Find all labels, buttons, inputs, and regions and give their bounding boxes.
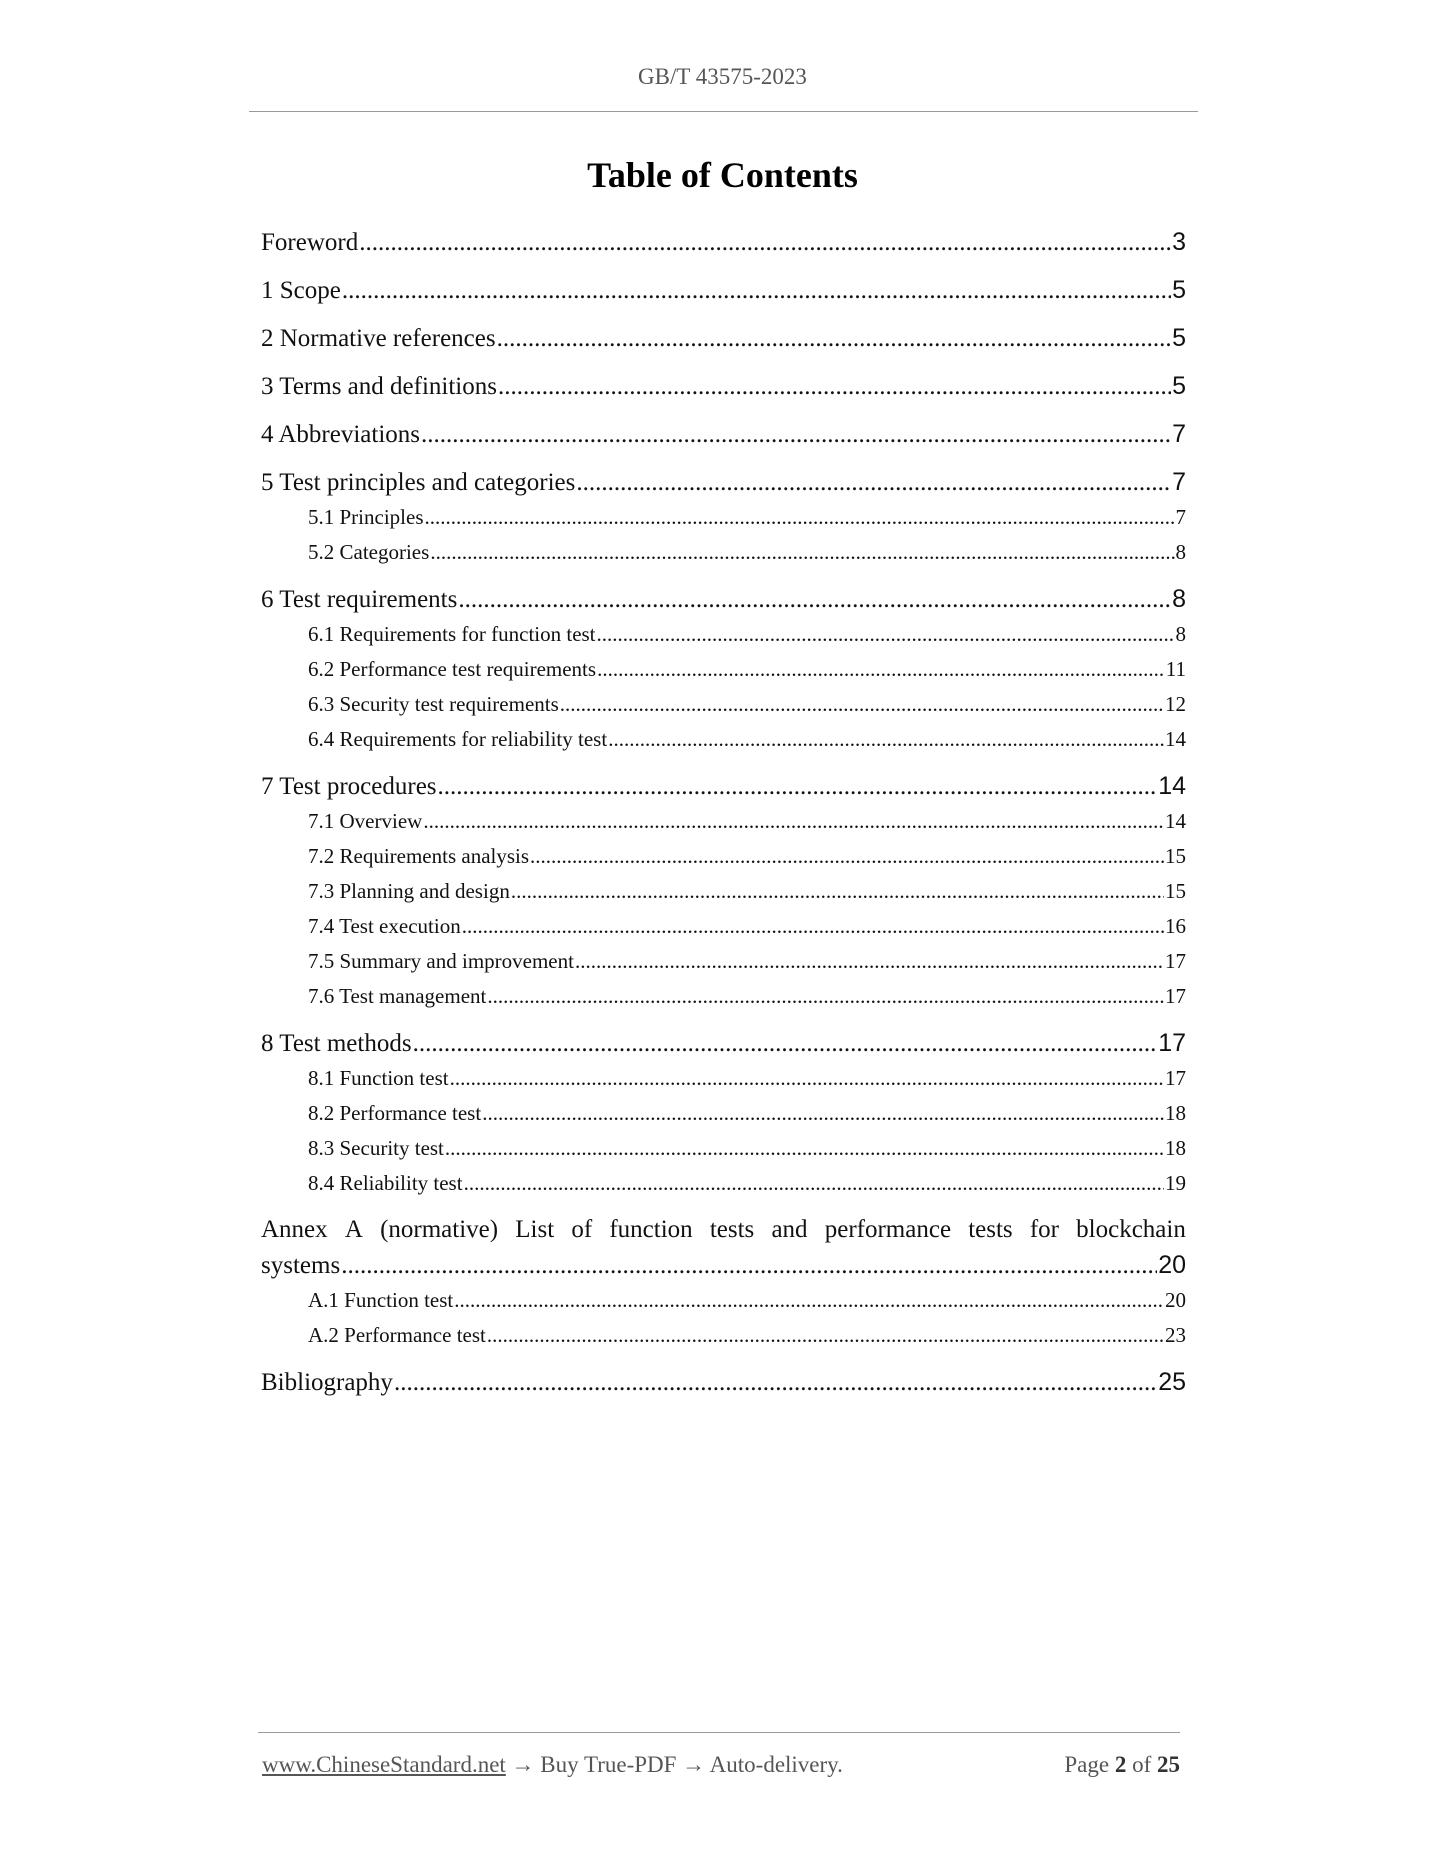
toc-entry-page: 17 bbox=[1165, 1066, 1186, 1090]
dot-leader bbox=[450, 1066, 1164, 1091]
toc-subentry[interactable] bbox=[308, 949, 1186, 974]
toc-entry-scope[interactable] bbox=[261, 276, 1186, 305]
toc-entry-label: 7.5 Summary and improvement bbox=[308, 949, 574, 973]
toc-entry-annex-a[interactable] bbox=[261, 1216, 1186, 1244]
dot-leader bbox=[597, 657, 1165, 682]
toc-subentry[interactable] bbox=[308, 657, 1186, 682]
annex-word: of bbox=[571, 1216, 593, 1243]
toc-entry-page: 17 bbox=[1165, 949, 1186, 973]
dot-leader bbox=[487, 1323, 1164, 1348]
document-code-header: GB/T 43575-2023 bbox=[638, 64, 807, 89]
dot-leader bbox=[498, 373, 1171, 401]
dot-leader bbox=[423, 809, 1164, 834]
toc-entry-page: 19 bbox=[1165, 1171, 1186, 1195]
toc-entry-test-principles[interactable] bbox=[261, 468, 1186, 497]
toc-subentry[interactable] bbox=[308, 914, 1186, 939]
toc-entry-page: 5 bbox=[1172, 372, 1186, 400]
toc-entry-page: 18 bbox=[1165, 1101, 1186, 1125]
annex-word: and bbox=[771, 1216, 808, 1243]
toc-entry-label: Bibliography bbox=[261, 1369, 393, 1396]
toc-entry-label: 8.4 Reliability test bbox=[308, 1171, 463, 1195]
dot-leader bbox=[576, 469, 1171, 497]
annex-word: (normative) bbox=[380, 1216, 499, 1243]
dot-leader bbox=[341, 1252, 1157, 1280]
annex-word: A bbox=[344, 1216, 363, 1243]
dot-leader bbox=[482, 1101, 1164, 1126]
dot-leader bbox=[530, 844, 1164, 869]
toc-entry-terms-definitions[interactable] bbox=[261, 372, 1186, 401]
toc-entry-page: 17 bbox=[1158, 1029, 1186, 1057]
toc-entry-page: 7 bbox=[1172, 420, 1186, 448]
toc-entry-page: 8 bbox=[1175, 622, 1186, 646]
toc-subentry[interactable] bbox=[308, 1288, 1186, 1313]
toc-subentry[interactable] bbox=[308, 1136, 1186, 1161]
toc-entry-label: 8.3 Security test bbox=[308, 1136, 444, 1160]
total-pages: 25 bbox=[1157, 1752, 1180, 1777]
toc-entry-annex-a-continued[interactable] bbox=[261, 1251, 1186, 1280]
toc-subentry[interactable] bbox=[308, 879, 1186, 904]
annex-word: blockchain bbox=[1076, 1216, 1186, 1243]
dot-leader bbox=[487, 984, 1164, 1009]
toc-subentry[interactable] bbox=[308, 622, 1186, 647]
toc-entry-label: 6.1 Requirements for function test bbox=[308, 622, 596, 646]
toc-entry-bibliography[interactable] bbox=[261, 1368, 1186, 1397]
dot-leader bbox=[421, 421, 1171, 449]
toc-entry-label: systems bbox=[261, 1252, 341, 1279]
dot-leader bbox=[342, 277, 1171, 305]
toc-entry-label: A.1 Function test bbox=[308, 1288, 454, 1312]
toc-entry-page: 7 bbox=[1172, 468, 1186, 496]
dot-leader bbox=[359, 229, 1171, 257]
dot-leader bbox=[560, 692, 1164, 717]
dot-leader bbox=[454, 1288, 1164, 1313]
footer-promo bbox=[262, 1752, 843, 1778]
toc-entry-foreword[interactable] bbox=[261, 228, 1186, 257]
toc-entry-page: 14 bbox=[1165, 809, 1186, 833]
dot-leader bbox=[511, 879, 1164, 904]
toc-entry-page: 3 bbox=[1172, 228, 1186, 256]
page-title: Table of Contents bbox=[587, 155, 858, 195]
toc-entry-label: 7.1 Overview bbox=[308, 809, 423, 833]
toc-entry-page: 8 bbox=[1172, 585, 1186, 613]
dot-leader bbox=[575, 949, 1164, 974]
toc-subentry[interactable] bbox=[308, 809, 1186, 834]
dot-leader bbox=[430, 540, 1174, 565]
toc-entry-abbreviations[interactable] bbox=[261, 420, 1186, 449]
annex-word: List bbox=[515, 1216, 555, 1243]
toc-entry-page: 20 bbox=[1158, 1251, 1186, 1279]
of-word: of bbox=[1132, 1752, 1152, 1777]
annex-word: performance bbox=[824, 1216, 952, 1243]
toc-entry-test-requirements[interactable] bbox=[261, 585, 1186, 614]
toc-entry-label: 2 Normative references bbox=[261, 325, 496, 352]
toc-entry-label: 5.1 Principles bbox=[308, 505, 424, 529]
toc-subentry[interactable] bbox=[308, 727, 1186, 752]
dot-leader bbox=[425, 505, 1175, 530]
current-page: 2 bbox=[1114, 1752, 1127, 1777]
toc-entry-label: 6.4 Requirements for reliability test bbox=[308, 727, 608, 751]
toc-entry-test-procedures[interactable] bbox=[261, 772, 1186, 801]
toc-entry-label: 7.2 Requirements analysis bbox=[308, 844, 530, 868]
toc-entry-page: 18 bbox=[1165, 1136, 1186, 1160]
toc-entry-label: Foreword bbox=[261, 229, 359, 256]
toc-subentry[interactable] bbox=[308, 844, 1186, 869]
dot-leader bbox=[497, 325, 1171, 353]
annex-word: tests bbox=[709, 1216, 755, 1243]
toc-entry-page: 20 bbox=[1165, 1288, 1186, 1312]
dot-leader bbox=[394, 1369, 1157, 1397]
toc-entry-normative-references[interactable] bbox=[261, 324, 1186, 353]
toc-entry-label: 6.3 Security test requirements bbox=[308, 692, 559, 716]
toc-entry-label: A.2 Performance test bbox=[308, 1323, 486, 1347]
toc-entry-page: 15 bbox=[1165, 879, 1186, 903]
toc-subentry[interactable] bbox=[308, 692, 1186, 717]
annex-word: Annex bbox=[261, 1216, 328, 1243]
toc-entry-page: 7 bbox=[1175, 505, 1186, 529]
dot-leader bbox=[462, 914, 1164, 939]
toc-entry-label: 6.2 Performance test requirements bbox=[308, 657, 597, 681]
annex-word: for bbox=[1029, 1216, 1059, 1243]
toc-entry-page: 12 bbox=[1165, 692, 1186, 716]
toc-entry-page: 14 bbox=[1158, 772, 1186, 800]
toc-entry-test-methods[interactable] bbox=[261, 1029, 1186, 1058]
page-word: Page bbox=[1064, 1752, 1110, 1777]
table-of-contents bbox=[261, 0, 1186, 1450]
footer-tagline: → Buy True-PDF → Auto-delivery. bbox=[505, 1752, 843, 1777]
toc-entry-page: 17 bbox=[1165, 984, 1186, 1008]
toc-entry-label: 4 Abbreviations bbox=[261, 421, 421, 448]
toc-entry-page: 23 bbox=[1165, 1323, 1186, 1347]
toc-subentry[interactable] bbox=[308, 1101, 1186, 1126]
toc-entry-label: 8.1 Function test bbox=[308, 1066, 449, 1090]
toc-entry-page: 5 bbox=[1172, 324, 1186, 352]
toc-entry-label: 6 Test requirements bbox=[261, 586, 458, 613]
toc-entry-page: 15 bbox=[1165, 844, 1186, 868]
toc-entry-label: 5.2 Categories bbox=[308, 540, 430, 564]
toc-entry-label: 8.2 Performance test bbox=[308, 1101, 482, 1125]
toc-entry-label: 8 Test methods bbox=[261, 1030, 412, 1057]
toc-entry-label: 7.3 Planning and design bbox=[308, 879, 510, 903]
dot-leader bbox=[608, 727, 1164, 752]
toc-entry-page: 16 bbox=[1165, 914, 1186, 938]
toc-entry-page: 25 bbox=[1158, 1368, 1186, 1396]
dot-leader bbox=[458, 586, 1171, 614]
page-number bbox=[1064, 1752, 1180, 1778]
toc-entry-page: 5 bbox=[1172, 276, 1186, 304]
toc-entry-label: 5 Test principles and categories bbox=[261, 469, 576, 496]
dot-leader bbox=[597, 622, 1175, 647]
dot-leader bbox=[438, 773, 1158, 801]
toc-entry-label: 1 Scope bbox=[261, 277, 341, 304]
toc-entry-page: 11 bbox=[1165, 657, 1186, 681]
toc-entry-label: 3 Terms and definitions bbox=[261, 373, 497, 400]
dot-leader bbox=[413, 1030, 1158, 1058]
toc-subentry[interactable] bbox=[308, 1171, 1186, 1196]
toc-subentry[interactable] bbox=[308, 984, 1186, 1009]
toc-subentry[interactable] bbox=[308, 1323, 1186, 1348]
toc-entry-label: 7.6 Test management bbox=[308, 984, 487, 1008]
toc-entry-page: 14 bbox=[1165, 727, 1186, 751]
annex-word: tests bbox=[968, 1216, 1013, 1243]
footer-divider bbox=[258, 1732, 1180, 1733]
annex-word: function bbox=[609, 1216, 693, 1243]
toc-entry-label: 7.4 Test execution bbox=[308, 914, 461, 938]
toc-entry-page: 8 bbox=[1175, 540, 1186, 564]
toc-entry-label: 7 Test procedures bbox=[261, 773, 437, 800]
toc-subentry[interactable] bbox=[308, 1066, 1186, 1091]
site-link[interactable]: www.ChineseStandard.net bbox=[262, 1752, 506, 1777]
dot-leader bbox=[445, 1136, 1164, 1161]
dot-leader bbox=[464, 1171, 1164, 1196]
toc-subentry[interactable] bbox=[308, 540, 1186, 565]
toc-subentry[interactable] bbox=[308, 505, 1186, 530]
